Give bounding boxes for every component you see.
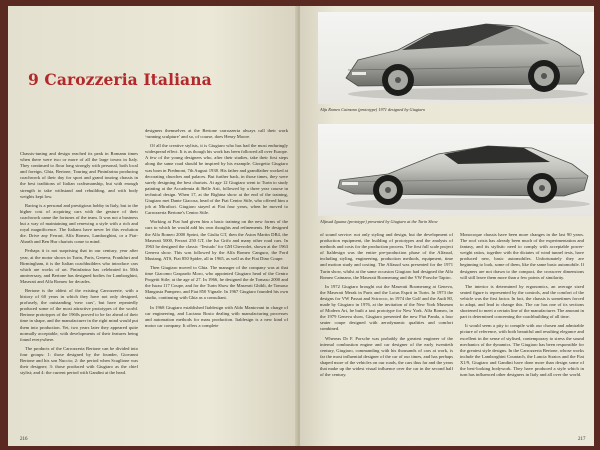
right-page (300, 6, 594, 446)
paragraph: Racing is a personal and prestigious hobby in Italy, but to the higher cost of acquiring cars with the gesture of their coachwork came the fortunes of the team. It was not a business but a way of maintaining and renewing a style with a rich and royal magnificence. The Italians have never let this evolution die. Drive any Ferrari, Alfa Romeo, Lamborghini, or a Fiat-Abarth and Ben Hur chariots come to mind. (20, 202, 138, 245)
paragraph: Bertone is the oldest of the existing Carrozzerie, with a history of 60 years in which they have not only designed, profusely, the outstanding ‘new cars’, but have repeatedly produced some of the most attractive prototypes of the world. Bertone prototypes of the 1960s proved to be far ahead of their time in shape, and the manufacturer in the right mind would put them into production. Yet, two years later they appeared quite normally acceptable, with developments of their features being found everywhere. (20, 287, 138, 342)
chapter-title: 9 Carozzeria Italiana (28, 70, 212, 89)
paragraph: It would seem a pity to compile with our chosen and admirable picture of reference, with both beautiful and resulting elegance and excellent in the sense of stylised, contemporary to stress the sound mechanics of the dynamics. The Giugiaro has been responsible for the greatest style designs. In the Carrozzeria Bertone, whose works include the Lamborghini Countach, the Lancia Stratos and the Fiat X1/9, Giugiaro and Gandini have done more than design some of the best-looking bodywork. They have produced a style which in turn has influenced other designers in Italy and all over the world. (460, 323, 584, 378)
paragraph: The products of the Carrozzeria Bertone can be divided into four groups: 1: those designed by the founder, Giovanni Bertone and his son Nuccio; 2: the period when Scaglione was their designer; 3: those produced with Giugiaro as the chief stylist; and 4: the current period with Gandini at the head. (20, 345, 138, 376)
car-photo-iguana (318, 124, 594, 216)
paragraph: In 1968 Giugiaro established Italdesign with Aldo Mantovani in charge of car engineering, and Luciano Bosio dealing with manufacturing processes and automation methods for mass production. Italdesign is a new kind of motor car company. It offers a complete (145, 304, 288, 328)
paragraph: The interior is determined by ergonomics, an average sized seated figure is represented by the controls, and the comfort of the vehicle was the first factor. In fact, the chassis is sometimes forced to adapt, and lead to change this. The car has one of its sections shortened to meet a certain line of the manufacturer. The amount in part is determined concerning the coachbuilding of all time. (460, 283, 584, 320)
paragraph: Perhaps it is not surprising that in our century, year after year, at the motor shows in Turin, Paris, Geneva, Frankfurt and Birmingham, it is the Italian coachbuilders who introduce cars which are works of art. Pininfarina has celebrated its 50th anniversary, and Bertone has designed bodies for Lamborghini, Maserati and Alfa Romeo for decades. (20, 248, 138, 284)
paragraph: Monocoque chassis have been more changes in the last 90 years. The roof crisis has already been much of the experimentation and fantasy, and its stylistic need to comply with acceptable power-weight ratios, together with the dictates of wind tunnel tests, have produced new, basic automobiles. Unfortunately they are beginning to look, some of them, like the same basic automobile. If designers are not drawn to the compact, the crossover dimensions will still leave them more than a few points of similarity. (460, 232, 584, 280)
paragraph: Of all the creative stylists, it is Giugiaro who has had the most enduringly widespread effect. It is as though his work has been followed all over Europe. A few of the young designers who, after their studies, take their first steps along the same road should be inspired by his example. Giorgetto Giugiaro was born in Piedmont, 7th August 1938. His father and grandfather worked at decorating churches and palaces. But further back, in those times, they were surely designing the best chariots. At age 12 Giugiaro went to Turin to study painting at the Accademia di Belle Arti, followed by a three year course in technical design. When 17, at the Bighina show at the end of the training, Giugiaro met Dante Giacosa, head of the Fiat Centro Stile, who offered him a job at Mirafiori. Giugiaro stayed at Fiat four years, when he moved to Carrozzeria Bertone's Centro Stile. (145, 143, 288, 216)
paragraph: Chassis-tuning and design reached its peak in Romann times when there were two or more of all the large towns in Italy. They continued to flour long strongly with personal, both local and foreign, Ghia, Bertone, Touring and Pininfarina producing coachwork of their day for sport and grand touring chassis in the best traditions of Italian craftsmanship, but with enough strength to take withstand and rebuilding, and with body weights kept low. (20, 151, 138, 199)
book-spread (8, 6, 594, 446)
paragraph: designers themselves at the Bertone carrozzeria always call their work ‘running sculpture’ and so, of course, does Henry Moore. (145, 128, 288, 140)
paragraph: Whereas Dr F. Porsche was probably the greatest engineer of the internal combustion engine and car designer of the early twentieth century, Giugiaro, commanding with his thousands of cars at work, is far the most influential designer of the car of our times, and has perhaps shaped more of the vehicles on our roads, the cars thus far and the years that make up the widest visual influence over the car in the second half of the century. (320, 335, 453, 378)
page-number: 217 (578, 437, 586, 442)
paragraph: of sound service: not only styling and design, but the development of production equipment, the building of prototypes and the analysis of methods and costs for the production process. The first full scale project of Italdesign was the entire pre-production phase of the Alfasud, including styling, engineering, production methods, equipment, time and motion study and costing. The Alfasud was presented for the 1971 Turin show, whilst at the same occasion Giugiaro had designed the Alfa Romeo Caimano, the Maserati Boomerang and the VW Porsche Tapiro. (320, 232, 453, 280)
photo-caption-bottom: Alfasud Iguana (prototype) presented by Giugiaro at the Turin Show (320, 219, 438, 224)
iguana-car-illustration (318, 124, 594, 216)
right-text-column-2 (460, 232, 584, 437)
left-text-column-1 (20, 151, 138, 441)
car-photo-caimano (318, 12, 594, 104)
caimano-car-illustration (318, 12, 594, 104)
paragraph: Then Giugiaro moved to Ghia. The manager of the company was at that time Giacomo Gaspardo Moro, who appointed Giugiaro head of the Centro Progetti Stile; at the age of 27. In 1966, he designed the de Tomaso 2000 and the Isuzu 117 Coupe, and for the Turin Show the Maserati Ghibli, de Tomaso Mangusta Pampero, and Fiat 850 Vignale. In 1967 Giugiaro founded his own studio, continuing with Ghia as a consultant. (145, 264, 288, 301)
right-text-column-1 (320, 232, 453, 440)
photo-caption-top: Alfa Romeo Caimano (prototype) 1971 designed by Giugiaro (320, 107, 426, 112)
left-text-column-2 (145, 128, 288, 441)
left-page (8, 6, 298, 446)
paragraph: In 1972 Giugiaro brought out the Maserati Boomerang at Geneva, the Maserati Merak in Paris and the Lotus Esprit in Turin. In 1973 the designs for VW Passat and Scirocco, in 1974 the Golf and the Audi 80, made by Giugiaro in 1976, at the invitation of the New York Museum of Modern Art, he built a taxi prototype for New York. Alfa Romeo, in the 1979 Geneva show, Giugiaro presented the new Fiat Panda, a four seater coupe designed with aerodynamic qualities and comfort combined. (320, 283, 453, 332)
page-number: 216 (20, 437, 28, 442)
paragraph: Working at Fiat had given him a basic training on the new forms of the cars to which he would add his own thoughts and refinements. He designed the Alfa Romeo 2000 Sprint, the Giulia GT, then the Aston Martin DB4, the Maserati 5000, Ferrari 250 GT, the Iso Grifo and many other road cars. In 1963 he designed the classic ‘Testudo’ for GM Chevrolet, shown at the 1963 Geneva show. This was followed by the Alfa Romeo Canguro, the Ford Mustang, ATS, Fiat 850 Spider, all in 1965, as well as the Fiat Dino Coupe. (145, 219, 288, 261)
